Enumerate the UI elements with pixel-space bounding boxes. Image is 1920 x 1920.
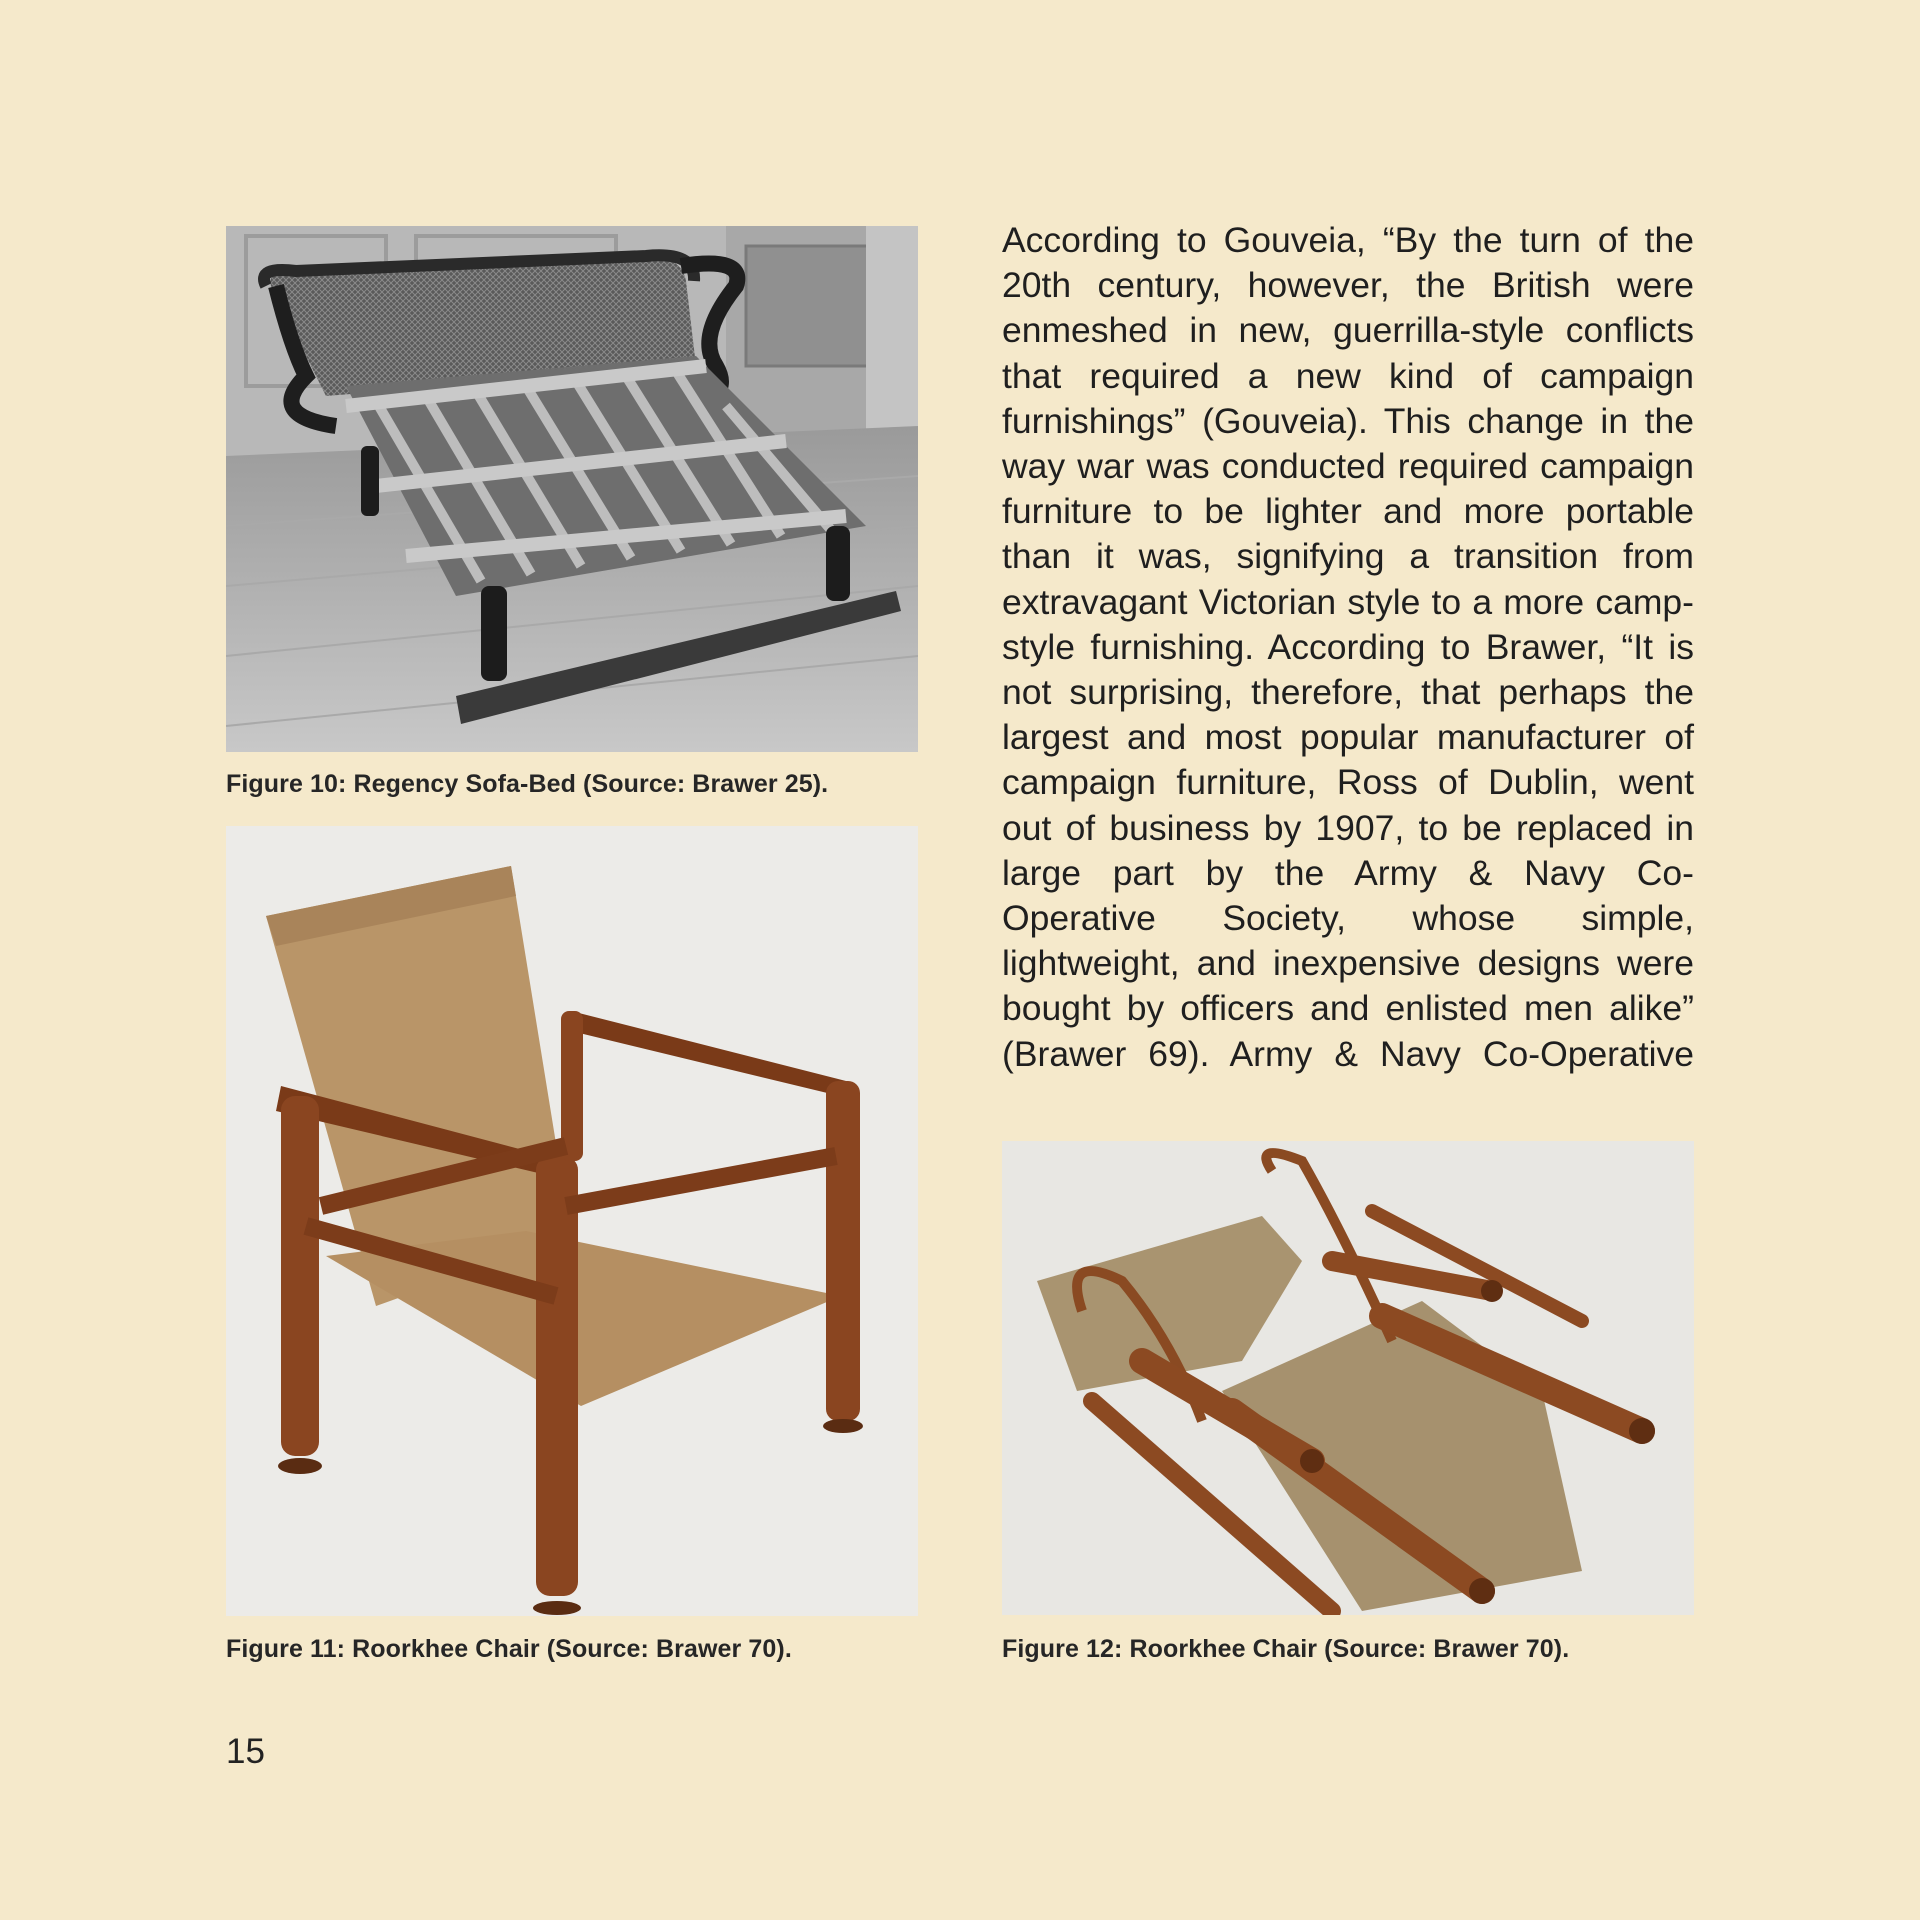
figure-10-photo bbox=[226, 226, 918, 752]
figure-11-photo bbox=[226, 826, 918, 1616]
figure-12-caption: Figure 12: Roorkhee Chair (Source: Brawer 70). bbox=[1002, 1635, 1570, 1663]
page-number: 15 bbox=[226, 1732, 265, 1771]
figure-10-caption: Figure 10: Regency Sofa-Bed (Source: Brawer 25). bbox=[226, 770, 829, 798]
main-body-text: According to Gouveia, “By the turn of the 20th century, however, the British were enmeshed in new, guerrilla-style conflicts that required a new kind of campaign furnishings” (Gouveia). This change in the way war was conducted required campaign furniture to be lighter and more portable than it was, signifying a transition from extravagant Victorian style to a more camp-style furnishing. According to Brawer, “It is not surprising, therefore, that perhaps the largest and most popular manufacturer of campaign furniture, Ross of Dublin, went out of business by 1907, to be replaced in large part by the Army & Navy Co-Operative Society, whose simple, lightweight, and inexpensive designs were bought by officers and enlisted men alike” (Brawer 69). Army & Navy Co-Operative bbox=[1002, 220, 1694, 1074]
figure-11-caption: Figure 11: Roorkhee Chair (Source: Brawer 70). bbox=[226, 1635, 792, 1663]
figure-12-photo bbox=[1002, 1141, 1694, 1615]
